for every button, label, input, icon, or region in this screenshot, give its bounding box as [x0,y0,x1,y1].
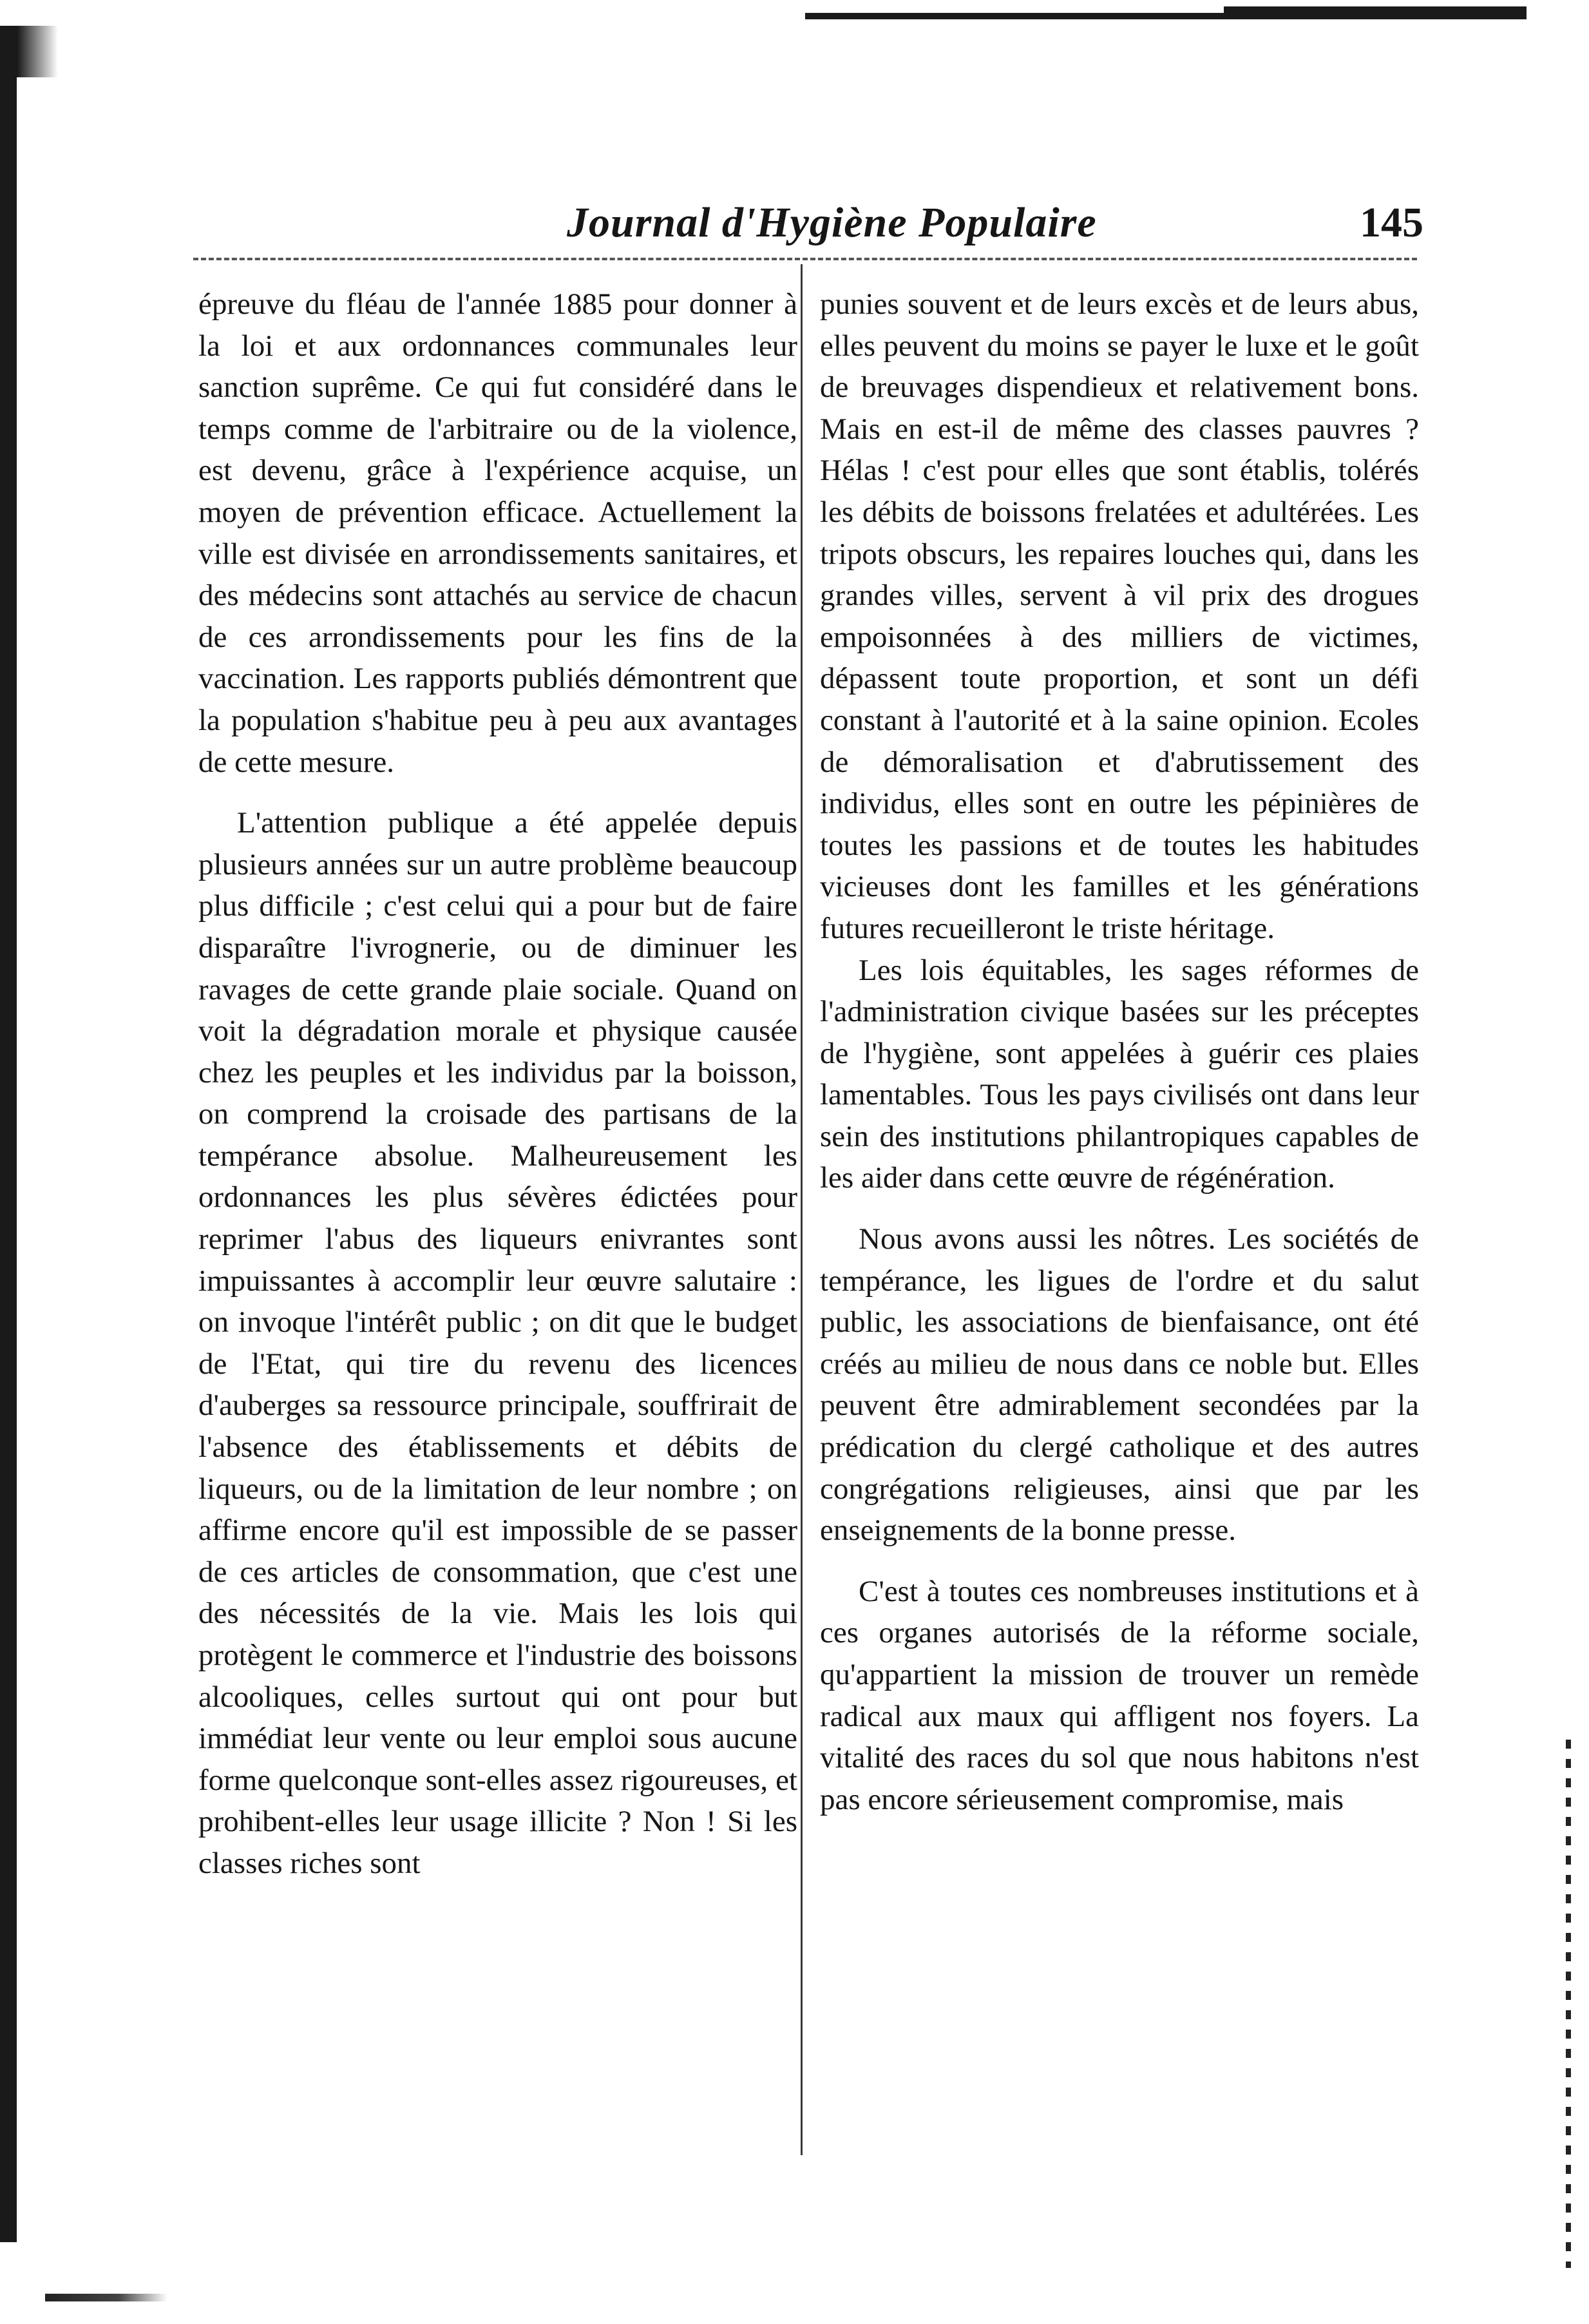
left-column [198,283,797,1885]
scan-top-rule-thick [1224,6,1527,18]
right-column [820,283,1419,1820]
paragraph: Nous avons aussi les nôtres. Les sociétés de tempérance, les ligues de l'ordre et du salut public, les associations de bienfaisance, ont été créés au milieu de nous dans ce noble but. Elles peuvent être admirablement secondées par la prédication du clergé catholique et des autres congrégations religieuses, ainsi que par les enseignements de la bonne presse. [820,1222,1419,1548]
scan-bottom-mark [45,2294,167,2301]
column-divider [801,264,803,2155]
running-title: Journal d'Hygiène Populaire [567,199,1097,246]
page-header [193,187,1443,258]
page-number: 145 [1360,199,1423,246]
header-rule [193,258,1417,260]
paragraph: Les lois équitables, les sages réformes de l'administration civique basées sur les préceptes de l'hygiène, sont appelées à guérir ces plaies lamentables. Tous les pays civilisés ont dans leur sein des institutions philantropiques capables de les aider dans cette œuvre de régénération. [820,953,1419,1195]
paragraph: L'attention publique a été appelée depuis plusieurs années sur un autre problème beaucoup plus difficile ; c'est celui qui a pour but de faire disparaître l'ivrognerie, ou de diminuer les ravages de cette grande plaie sociale. Quand on voit la dégradation morale et physique causée chez les peuples et les individus par la boisson, on comprend la croisade des partisans de la tempérance absolue. Malheureusement les ordonnances les plus sévères édictées pour reprimer l'abus des liqueurs enivrantes sont impuissantes à accomplir leur œuvre salutaire : on invoque l'intérêt public ; on dit que le budget de l'Etat, qui tire du revenu des licences d'auberges sa ressource principale, souffrirait de l'absence des établissements et débits de liqueurs, ou de la limitation de leur nombre ; on affirme encore qu'il est impossible de se passer de ces articles de consommation, que c'est une des nécessités de la vie. Mais les lois qui protègent le commerce et l'industrie des boissons alcooliques, celles surtout qui ont pour but immédiat leur vente ou leur emploi sous aucune forme quelconque sont-elles assez rigoureuses, et prohibent-elles leur usage illicite ? Non ! Si les classes riches sont [198,806,797,1880]
paragraph: C'est à toutes ces nombreuses institutions et à ces organes autorisés de la réforme sociale, qu'appartient la mission de trouver un remède radical aux maux qui affligent nos foyers. La vitalité des races du sol que nous habitons n'est pas encore sérieusement compromise, mais [820,1574,1419,1816]
paragraph: punies souvent et de leurs excès et de leurs abus, elles peuvent du moins se payer le luxe et le goût de breuvages dispendieux et relativement bons. Mais en est-il de même des classes pauvres ? Hélas ! c'est pour elles que sont établis, tolérés les débits de boissons frelatées et adultérées. Les tripots obscurs, les repaires louches qui, dans les grandes villes, servent à vil prix des drogues empoisonnées à des milliers de victimes, dépassent toute proportion, et sont un défi constant à l'autorité et à la saine opinion. Ecoles de démoralisation et d'abrutissement des individus, elles sont en outre les pépinières de toutes les passions et de toutes les habitudes vicieuses dont les familles et les générations futures recueilleront le triste héritage. [820,287,1419,945]
scan-edge-right [1566,1740,1571,2268]
scan-edge-left [0,39,17,2242]
paragraph: épreuve du fléau de l'année 1885 pour donner à la loi et aux ordonnances communales leur sanction suprême. Ce qui fut considéré dans le temps comme de l'arbitraire ou de la violence, est devenu, grâce à l'expérience acquise, un moyen de prévention efficace. Actuellement la ville est divisée en arrondissements sanitaires, et des médecins sont attachés au service de chacun de ces arrondissements pour les fins de la vaccination. Les rapports publiés démontrent que la population s'habitue peu à peu aux avantages de cette mesure. [198,287,797,779]
